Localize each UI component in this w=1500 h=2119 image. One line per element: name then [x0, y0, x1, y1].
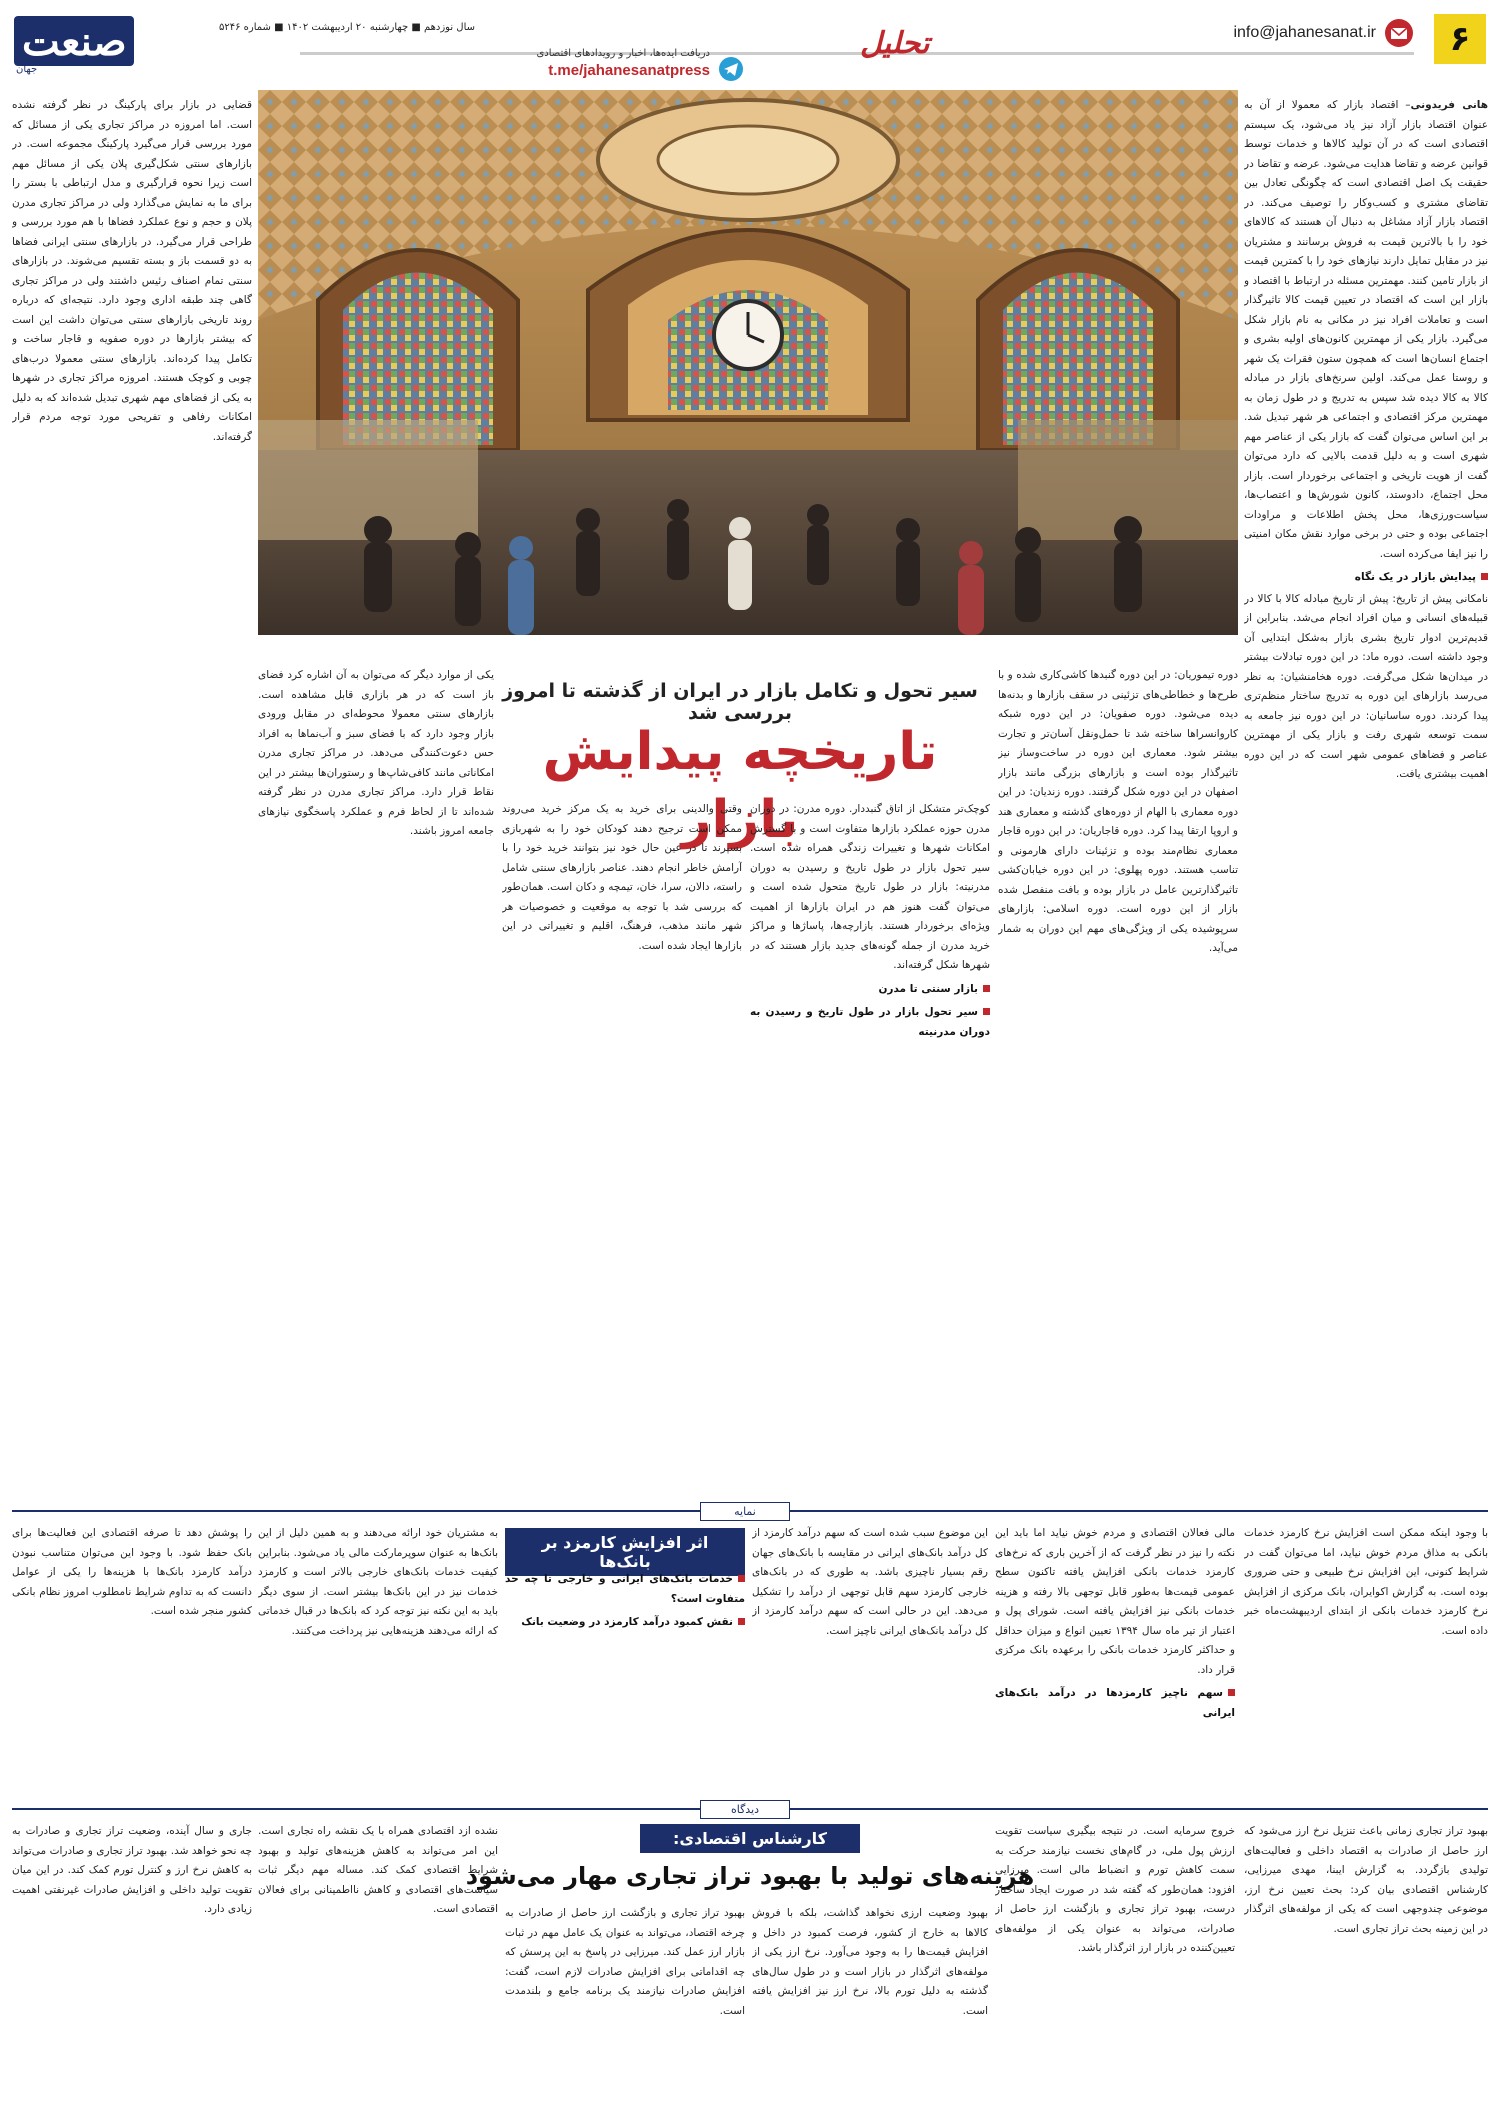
article-column-mid-1: [998, 666, 1238, 1496]
email-address[interactable]: info@jahanesanat.ir: [1233, 24, 1376, 41]
logo-wordmark: صنعت: [22, 18, 127, 65]
email-icon: [1384, 18, 1414, 48]
article-mid-1-body: دوره تیموریان: در این دوره گنبدها کاشی‌کاری شده و با طرح‌ها و خطاطی‌های تزئینی در سقف بازارها و بدنه‌ها دیده می‌شود. دوره صفویان: در این دوره شبکه کاروانسراها ساخته شد تا حمل‌ونقل آسان‌تر و تجارت بیشتر شود. معماری این دوره در ساخت‌وساز نیز تاثیرگذار بوده است و بازارهای بزرگی مانند بازار اصفهان در این دوره شکل گرفتند. دوره زندیان: در این دوره معماری با الهام از دوره‌های گذشته و معماری هند و اروپا ارتقا پیدا کرد. دوره قاجاریان: در این دوره قاجار معماری نظام‌مند بوده و تزئینات دارای هارمونی و تناسب هستند. دوره پهلوی: در این دوره خیابان‌کشی تاثیرگذارترین عامل در بازار بوده و بافت منفصل شده بازار از این دوره است. دوره اسلامی: بازارهای سرپوشیده یکی از ویژگی‌های مهم این دوران به شمار می‌آید.: [998, 669, 1238, 954]
author-name: هانی فریدونی: [1410, 99, 1488, 111]
box-1-col-1: [1244, 1524, 1488, 1794]
telegram-caption: دریافت ایده‌ها، اخبار و رویدادهای اقتصادی: [536, 48, 710, 59]
box-2-col-3: [752, 1904, 988, 2112]
article-column-right: [1244, 96, 1488, 1496]
box-1-col-4-text: به مشتریان خود ارائه می‌دهند و به همین دلیل از این بانک‌ها به عنوان سوپرمارکت مالی یاد می‌شود. بنابراین کیفیت خدمات بانک‌های خارجی بالاتر است و کارمزد خدمات نیز در این بانک‌ها بیشتر است. از سوی دیگر باید به این نکته نیز توجه کرد که بانک‌ها در قبال خدماتی که ارائه می‌دهند هزینه‌هایی نیز پرداخت می‌کنند.: [258, 1527, 498, 1637]
box-1-col-4: [505, 1566, 745, 1794]
box-1-col-3-text: این موضوع سبب شده است که سهم درآمد کارمزد از کل درآمد بانک‌های ایرانی در مقایسه با بانک‌های جهان رقم بسیار ناچیزی باشد. به طوری که در بانک‌های خارجی کارمزد سهم قابل توجهی از درآمد را تشکیل می‌دهد. این در حالی است که سهم درآمد کارمزد از کل درآمد بانک‌های ایرانی ناچیز است.: [752, 1527, 988, 1637]
article-column-mid-3: [502, 800, 742, 1496]
box-1-subhead-a: خدمات بانک‌های ایرانی و خارجی تا چه حد متفاوت است؟: [505, 1570, 745, 1609]
box-1-title: اثر افزایش کارمزد بر بانک‌ها: [505, 1528, 745, 1576]
logo-subtitle: جهان: [16, 64, 38, 75]
article-column-mid-2: [750, 800, 990, 1496]
box-2-col-2-text: خروج سرمایه است. در نتیجه بیگیری سیاست تقویت ارزش پول ملی، در گام‌های نخست نیازمند حرکت به سمت کاهش تورم و انضباط مالی است. میرزایی افزود: همان‌طور که گفته شد در صورت ایجاد ساختار درست، بهبود تراز تجاری و بازگشت ارز حاصل از صادرات، می‌تواند به عنوان یکی از مولفه‌های تعیین‌کننده در بازار ارز اثرگذار باشد.: [995, 1825, 1235, 1954]
box-2-title: کارشناس اقتصادی:: [640, 1824, 860, 1853]
email-contact[interactable]: [1233, 18, 1414, 48]
box-2-col-5: [258, 1822, 498, 2112]
article-left-body: قضایی در بازار برای پارکینگ در نظر گرفته نشده است. اما امروزه در مراکز تجاری یکی از مسائل که مورد بررسی قرار می‌گیرد پارکینگ مجموعه است. در بازارهای سنتی شکل‌گیری پلان یکی از مسائل مهم است زیرا نحوه قرارگیری و مدل ارتباطی با بستر را برای ما به نمایش می‌گذارد ولی در مراکز تجاری مدرن پلان و حجم و نوع عملکرد فضاها با هم مورد بررسی و طراحی قرار می‌گیرد. در بازارهای سنتی ایرانی فضاها به دو قسمت باز و بسته تقسیم می‌شوند. در بازارهای سنتی تمام اصناف رئیس داشتند ولی در مراکز تجاری گاهی چند طبقه اداری وجود دارد. نتیجه‌ای که درباره روند تاریخی بازارهای سنتی می‌توان داشت این است که بیشتر بازارها در دوره صفویه و قاجار ساخت و تکامل پیدا کرده‌اند. بازارهای سنتی معمولا درب‌های چوبی و کوچک هستند. امروزه مراکز تجاری در شهرها به یکی از فضاهای مهم شهری تبدیل شده‌اند که به دلیل امکانات رفاهی و تفریحی مورد توجه مردم قرار گرفته‌اند.: [12, 99, 252, 443]
subhead-evolution: سیر تحول بازار در طول تاریخ و رسیدن به دوران مدرنیته: [750, 1003, 990, 1042]
subhead-origin: پیدایش بازار در یک نگاه: [1244, 568, 1488, 588]
box-1-col-5: [258, 1524, 498, 1794]
box-1-col-2-text: مالی فعالان اقتصادی و مردم خوش نیاید اما باید این نکته را نیز در نظر گرفت که از آخرین باری که نرخ‌های کارمزد خدمات بانکی افزایش یافته تاکنون سطح عمومی قیمت‌ها به‌طور قابل توجهی بالا رفته و هزینه خدمات بانکی نیز افزایش یافته است. شورای پول و اعتبار از تیر ماه سال ۱۳۹۴ تعیین انواع و میزان حداقل و حداکثر کارمزد خدمات بانکی را برعهده بانک مرکزی قرار داد.: [995, 1527, 1235, 1676]
article-intro: – اقتصاد بازار که معمولا از آن به عنوان اقتصاد بازار آزاد نیز یاد می‌شود، یک سیستم اقتصادی است که در آن تولید کالاها و خدمات توسط قوانین عرضه و تقاضا هدایت می‌شود. عرضه و تقاضا در حقیقت یک اصل اقتصادی است که چگونگی تعادل بین تقاضای مشتری و کسب‌وکار را توصیف می‌کند. در اقتصاد بازار آزاد مشاغل به دنبال آن هستند که کالاهای خود را با بالاترین قیمت به فروش برسانند و مشتریان نیز در مقابل تمایل دارند نیازهای خود را با کمترین قیمت از بازار تامین کنند. مهمترین مسئله در ارتباط با اقتصاد و بازار این است که اقتصاد در تعیین قیمت کالا تاثیرگذار است و تعاملات افراد نیز در مکانی به نام بازار شکل می‌گیرد. بازار یکی از مهمترین کانون‌های اولیه بشری و اجتماع انسان‌ها است که همچون ستون فقرات یک شهر و روستا عمل می‌کند. اولین سرنخ‌های بازار در مبادله کالا به کالا دیده شد سپس به تدریج و در طول زمان به مهمترین مرکز اقتصادی و اجتماعی هر شهر تبدیل شد. بر این اساس می‌توان گفت که بازار یکی از عناصر مهم شهری است و به دلیل قدمت بالایی که دارد می‌توان گفت از هویت تاریخی و اجتماعی برخوردار است. بازار محل اجتماع، دادوستد، کانون شورش‌ها و اعتصاب‌ها، سیاست‌ورزی‌ها، محل پخش اطلاعات و مراودات اجتماعی بوده و حتی در برخی موارد نقش مکان امنیتی را نیز ایفا می‌کرده است.: [1244, 99, 1488, 560]
telegram-block[interactable]: [470, 48, 710, 79]
article-mid-4-body: یکی از موارد دیگر که می‌توان به آن اشاره کرد فضای باز است که در هر بازاری قابل مشاهده است. بازارهای سنتی معمولا محوطه‌ای در مقابل ورودی بازار وجود دارد که با فضای سبز و آب‌نماها به افراد حس دعوت‌کنندگی می‌دهد. در مراکز تجاری مدرن امکاناتی مانند کافی‌شاپ‌ها و رستوران‌ها بیشتر در این نقاط قرار دارد. مراکز تجاری مدرن در نظر گرفته شده‌اند تا از لحاظ فرم و عملکرد پاسخگوی نیازهای جامعه امروز باشند.: [258, 669, 494, 837]
box-1-col-6: [12, 1524, 252, 1794]
section-title: تحلیل: [860, 26, 930, 61]
box-1-col-5-text: را پوشش دهد تا صرفه اقتصادی این فعالیت‌ها برای بانک حفظ شود. با وجود این می‌توان متناسب نبودن درآمد کارمزد بانک‌ها با هزینه‌ها را یکی از عوامل دانست که به تداوم شرایط نامطلوب امروز نظام بانکی کشور منجر شده است.: [12, 1527, 252, 1617]
box-2-col-5-text: نشده ازد اقتصادی همراه با یک نقشه راه تجاری است. این امر می‌تواند به کاهش هزینه‌های تولید و بهبود شرایط اقتصادی کمک کند. مساله مهم دیگر ثبات سیاست‌های اقتصادی و کاهش نااطمینانی برای فعالان اقتصادی است.: [258, 1825, 498, 1915]
box-1-subhead-b: سهم ناچیز کارمزدها در درآمد بانک‌های ایرانی: [995, 1684, 1235, 1723]
article-column-mid-4: [258, 666, 494, 1496]
box-1-tag: نمایه: [700, 1502, 790, 1521]
header-rule: [300, 52, 1414, 55]
box-2-col-2: [995, 1822, 1235, 2112]
article-mid-3-body: وقتی والدینی برای خرید به یک مرکز خرید می‌روند ممکن است ترجیح دهند کودکان خود را به شهربازی بسپرند تا در عین حال خود نیز بتوانند خرید خود را با آرامش خاطر انجام دهند. عناصر بازارهای سنتی شامل راسته، دالان، سرا، خان، تیمچه و دکان است. همان‌طور که بررسی شد با توجه به موقعیت و خصوصیات هر شهر مانند مذهب، فرهنگ، اقلیم و تغییراتی در این بازارها ایجاد شده است.: [502, 803, 742, 952]
issue-info: سال نوزدهم ■ چهارشنبه ۲۰ اردیبهشت ۱۴۰۲ ■ شماره ۵۲۴۶: [218, 22, 475, 33]
box-2-tag: دیدگاه: [700, 1800, 790, 1819]
telegram-link[interactable]: t.me/jahanesanatpress: [548, 62, 710, 79]
box-2-col-6-text: جاری و سال آینده، وضعیت تراز تجاری و صادرات به چه نحو خواهد شد. بهبود تراز تجاری و صادرات می‌تواند به کاهش نرخ ارز و کنترل تورم کمک کند. در این میان تقویت تولید داخلی و افزایش صادرات غیرنفتی اهمیت زیادی دارد.: [12, 1825, 252, 1915]
box-2-col-4: [505, 1904, 745, 2112]
box-1-col-2: [995, 1524, 1235, 1794]
box-2-col-1: [1244, 1822, 1488, 2112]
box-2-col-6: [12, 1822, 252, 2112]
newspaper-logo: [14, 10, 134, 82]
article-headline: تاریخچه پیدایش بازار: [542, 722, 938, 850]
box-1-col-3: [752, 1524, 988, 1794]
bazaar-photo: [258, 90, 1238, 635]
box-2-col-1-text: بهبود تراز تجاری زمانی باعث تنزیل نرخ ارز می‌شود که ارز حاصل از صادرات به اقتصاد داخلی و فعالیت‌های تولیدی بازگردد. به گزارش ایبنا، مهدی میرزایی، کارشناس اقتصادی بیان کرد: بحث تعیین نرخ ارز، موضوعی چندوجهی است که یکی از مولفه‌های اثرگذار در این زمینه بحث تراز تجاری است.: [1244, 1825, 1488, 1935]
box-2-subtitle: هزینه‌های تولید با بهبود تراز تجاری مهار می‌شود: [465, 1862, 1035, 1890]
box-1-col-1-text: با وجود اینکه ممکن است افزایش نرخ کارمزد خدمات بانکی به مذاق مردم خوش نیاید، اما می‌توان گفت در شرایط کنونی، این افزایش نرخ طبیعی و حتی ضروری بوده است. به گزارش اکوایران، بانک مرکزی از افزایش نرخ کارمزد خدمات بانکی از ابتدای اردیبهشت‌ماه خبر داده است.: [1244, 1527, 1488, 1637]
box-2-col-3-text: بهبود وضعیت ارزی نخواهد گذاشت، بلکه با فروش کالاها به خارج از کشور، فرصت کمبود در داخل و افزایش قیمت‌ها را به وجود می‌آورد. نرخ ارز یکی از مولفه‌های اثرگذار در بازار است و در طول سال‌های گذشته به دلیل تورم بالا، نرخ ارز نیز افزایش یافته است.: [752, 1907, 988, 2017]
article-right-2: نامکانی پیش از تاریخ: پیش از تاریخ مبادله کالا با کالا در قبیله‌های انسانی و میان افراد انجام می‌شد. بنابراین از قدیم‌ترین ادوار تاریخ بشری بازار به‌شکل ابتدایی آن وجود داشته است. دوره ماد: در این دوره تبادلات بیشتر در میدان‌ها شکل می‌گرفت. دوره هخامنشیان: به نظر می‌رسد بازارهای این دوره به تدریج ساختار منظم‌تری پیدا کردند. دوره ساسانیان: در این دوره نیز جامعه به سمت توسعه شهری رفت و بازار یکی از مهمترین عناصر و فضاهای عمومی شهر است که در این دوره اهمیت بیشتری یافت.: [1244, 592, 1488, 780]
box-2-col-4-text: بهبود تراز تجاری و بازگشت ارز حاصل از صادرات به چرخه اقتصاد، می‌تواند به عنوان یک عامل مهم در ثبات بازار ارز عمل کند. میرزایی در پاسخ به این پرسش که چه اقداماتی برای افزایش صادرات لازم است، گفت: افزایش صادرات نیازمند یک برنامه جامع و بلندمدت است.: [505, 1907, 745, 2017]
subhead-traditional-modern: بازار سنتی تا مدرن: [750, 980, 990, 1000]
telegram-icon: [718, 56, 744, 86]
article-kicker: سیر تحول و تکامل بازار در ایران از گذشته تا امروز بررسی شد: [502, 680, 978, 724]
article-column-left: [12, 96, 252, 1496]
page-number: ۶: [1434, 14, 1486, 64]
box-1-subhead-c: نقش کمبود درآمد کارمزد در وضعیت بانک: [505, 1613, 745, 1633]
masthead: [0, 0, 1500, 92]
article-mid-2-body: کوچک‌تر متشکل از اتاق گنبددار. دوره مدرن: در دوران مدرن حوزه عملکرد بازارها متفاوت است و با گسترش امکانات شهرها و تغییرات زندگی همراه شده است. سیر تحول بازار در طول تاریخ و رسیدن به دوران مدرنیته: بازار در طول تاریخ متحول شده است و می‌توان گفت هنوز هم در ایران بازارها از اهمیت ویژه‌ای برخوردار هستند. بازارچه‌ها، پاساژها و مراکز خرید مدرن از جمله گونه‌های جدید بازار هستند که در شهرها شکل گرفته‌اند.: [750, 803, 990, 971]
